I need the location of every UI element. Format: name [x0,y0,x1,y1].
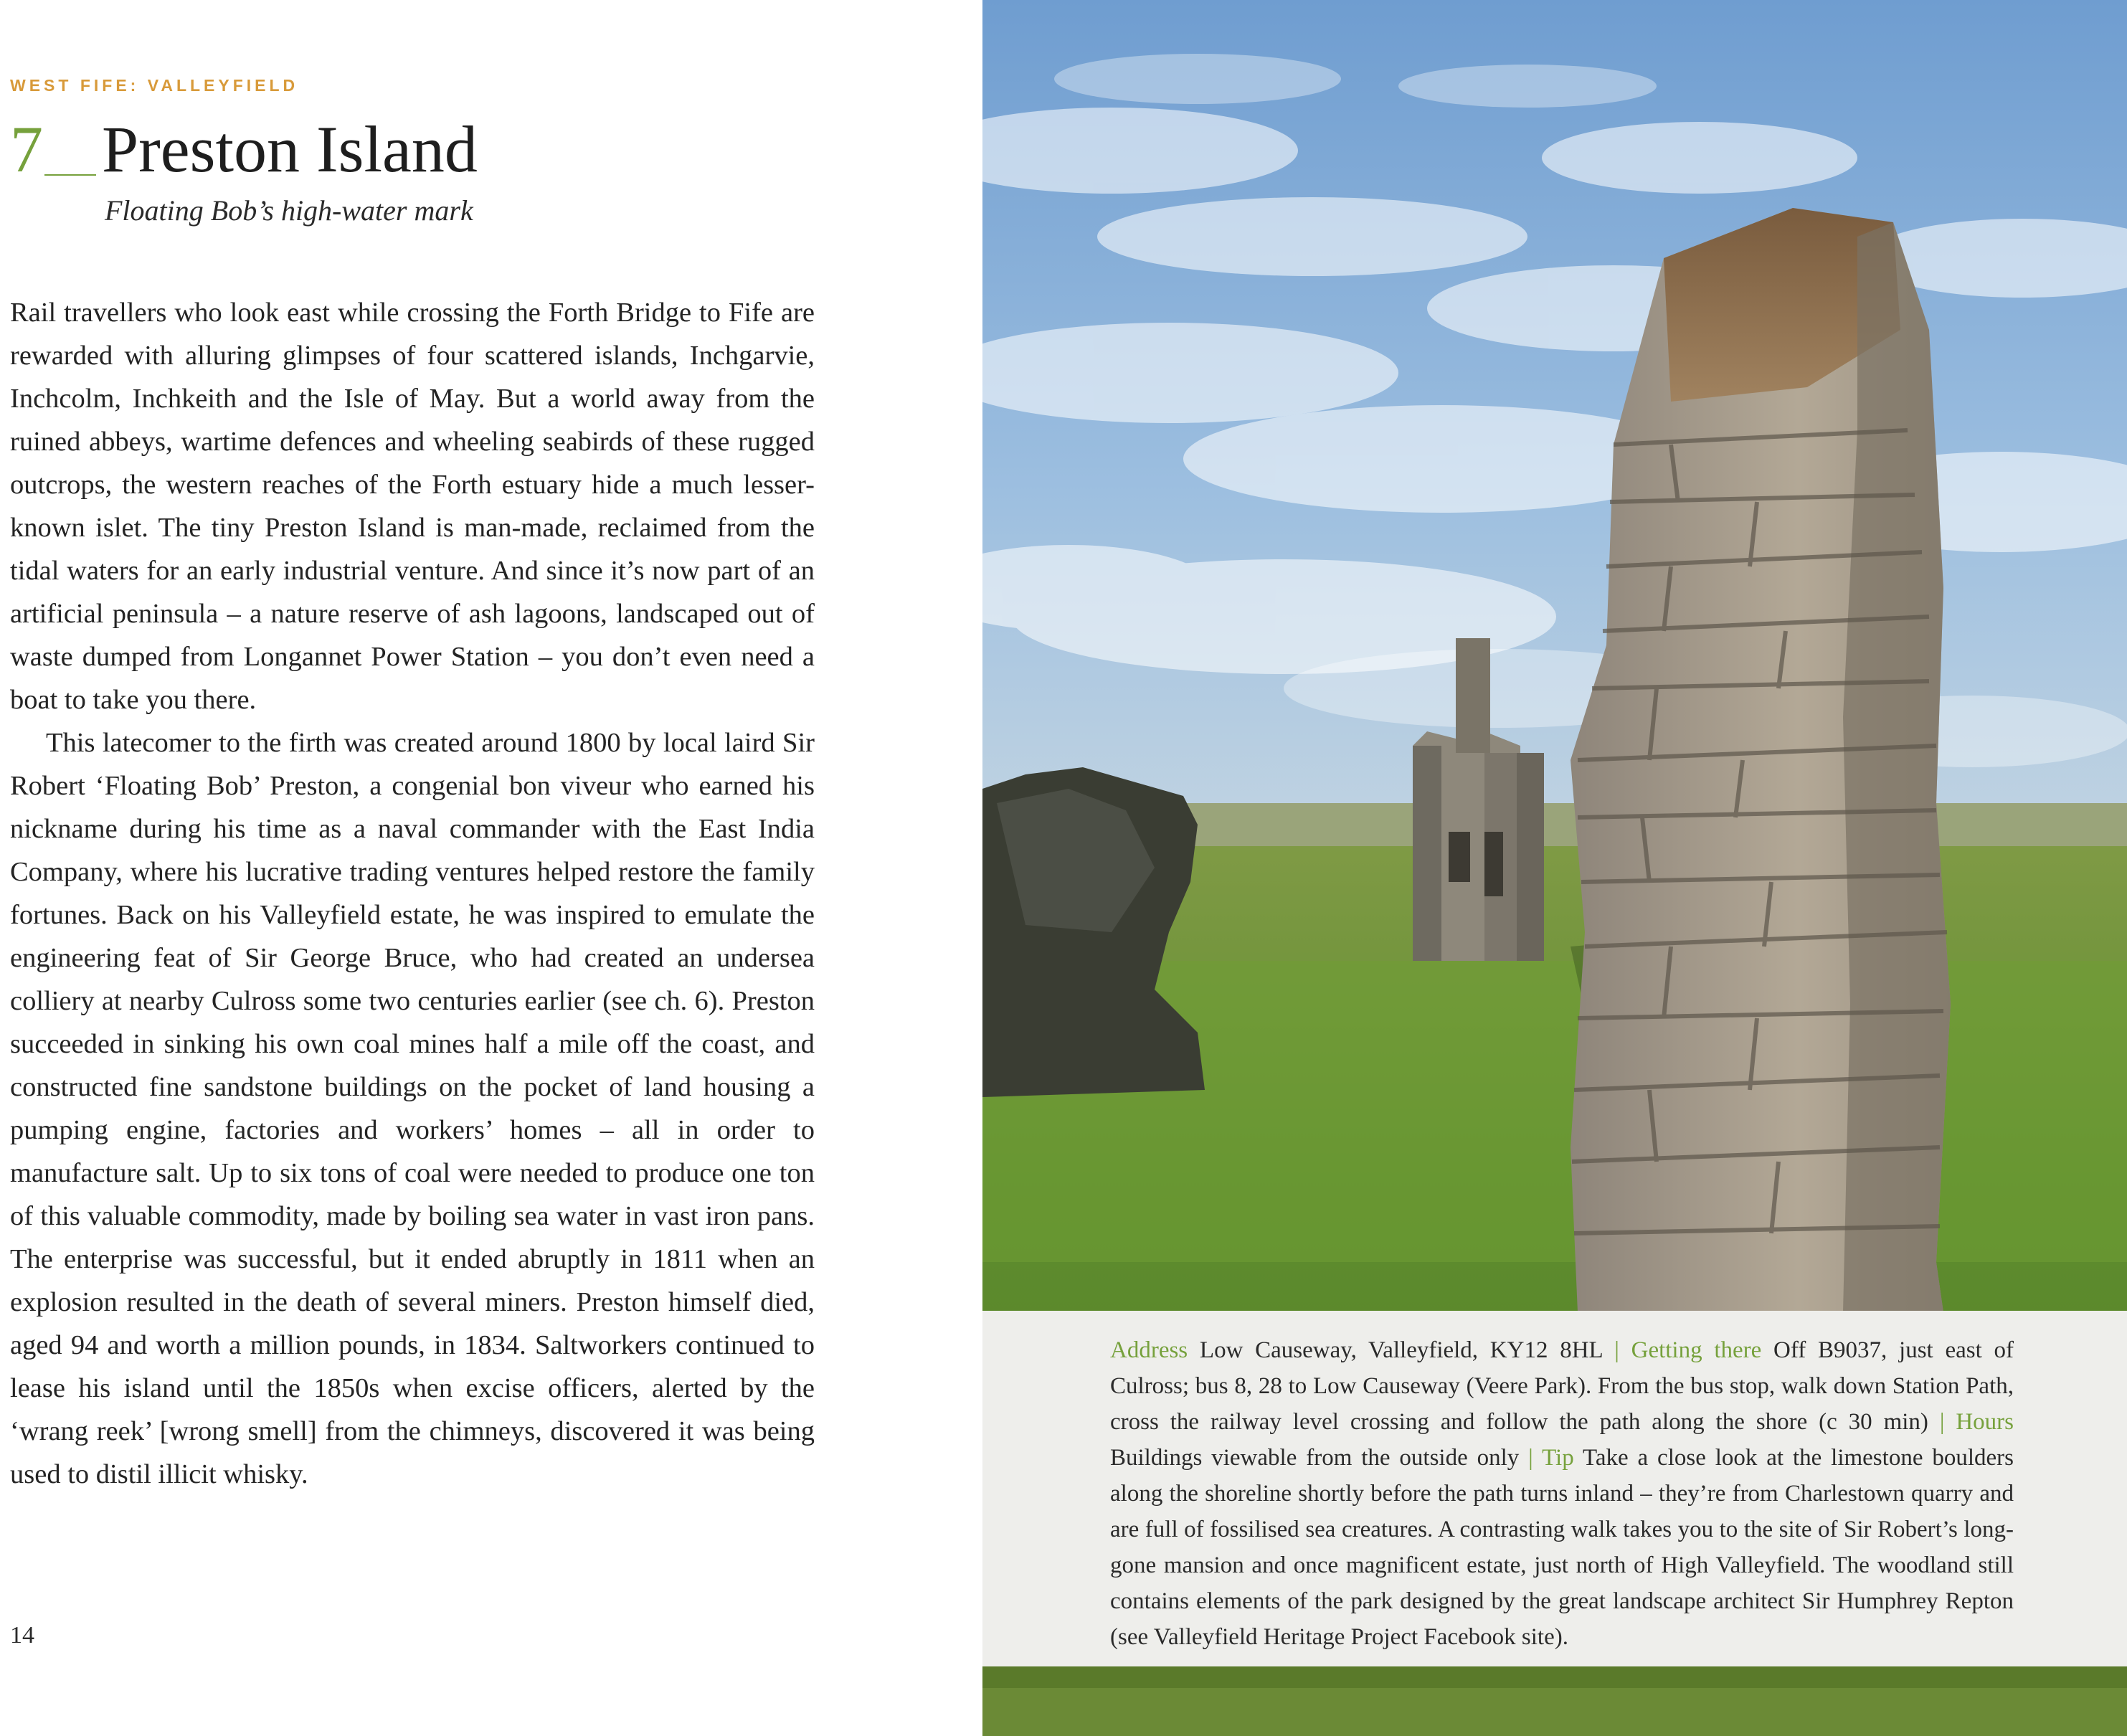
left-page [0,0,982,1736]
page-number: 14 [10,1622,34,1649]
address-label: Address [1110,1337,1188,1363]
info-separator: | [1939,1409,1945,1435]
hours-label: Hours [1956,1409,2014,1435]
body-text [10,291,815,1496]
body-paragraph: This latecomer to the firth was created around 1800 by local laird Sir Robert ‘Floating Bob’ Preston, a congenial bon viveur who earned his nickname during his time as a naval commander with the East India Company, where his lucrative trading ventures helped restore the family fortunes. Back on his Valleyfield estate, he was inspired to emulate the engineering feat of Sir George Bruce, who had created an undersea colliery at nearby Culross some two centuries earlier (see ch. 6). Preston succeeded in sinking his own coal mines half a mile off the coast, and constructed fine sandstone buildings on the pocket of land housing a pumping engine, factories and workers’ homes – all in order to manufacture salt. Up to six tons of coal were needed to produce one ton of this valuable commodity, made by boiling sea water in vast iron pans. The enterprise was successful, but it ended abruptly in 1811 when an explosion resulted in the death of several miners. Preston himself died, aged 94 and worth a million pounds, in 1834. Saltworkers continued to lease his island until the 1850s when excise officers, alerted by the ‘wrang reek’ [wrong smell] from the chimneys, discovered it was being used to distil illicit whisky. [10,728,815,1489]
tip-value: Take a close look at the limestone boulders along the shoreline shortly before the path turns inland – they’re from Charlestown quarry and are full of fossilised sea creatures. A contrasting walk takes you to the site of Sir Robert’s long-gone mansion and once magnificent estate, just north of High Valleyfield. The woodland still contains elements of the park designed by the great landscape architect Sir Humphrey Repton (see Valleyfield Heritage Project Facebook site). [1110,1445,2014,1650]
body-paragraph: Rail travellers who look east while crossing the Forth Bridge to Fife are rewarded with alluring glimpses of four scattered islands, Inchgarvie, Inchcolm, Inchkeith and the Isle of May. But a world away from the ruined abbeys, wartime defences and wheeling seabirds of these rugged outcrops, the western reaches of the Forth estuary hide a much lesser-known islet. The tiny Preston Island is man-made, reclaimed from the tidal waters for an early industrial venture. And since it’s now part of an artificial peninsula – a nature reserve of ash lagoons, landscaped out of waste dumped from Longannet Power Station – you don’t even need a boat to take you there. [10,298,815,715]
chapter-subtitle: Floating Bob’s high-water mark [105,194,473,227]
info-separator: | [1614,1337,1619,1363]
chapter-rule [44,174,96,176]
chapter-title: Preston Island [102,113,478,186]
getting-there-label: Getting there [1631,1337,1762,1363]
info-separator: | [1528,1445,1533,1471]
section-label: WEST FIFE: VALLEYFIELD [10,76,299,95]
address-value: Low Causeway, Valleyfield, KY12 8HL [1199,1337,1603,1363]
info-text [1110,1332,2014,1655]
hours-value: Buildings viewable from the outside only [1110,1445,1520,1471]
chapter-number: 7 [10,113,43,186]
getting-there-value: Off B9037, just east of Culross; bus 8, 28 to Low Causeway (Veere Park). From the bus stop, walk down Station Path, cross the railway level crossing and follow the path along the shore (c 30 min) [1110,1337,2014,1435]
info-box [982,1311,2127,1666]
tip-label: Tip [1542,1445,1574,1471]
